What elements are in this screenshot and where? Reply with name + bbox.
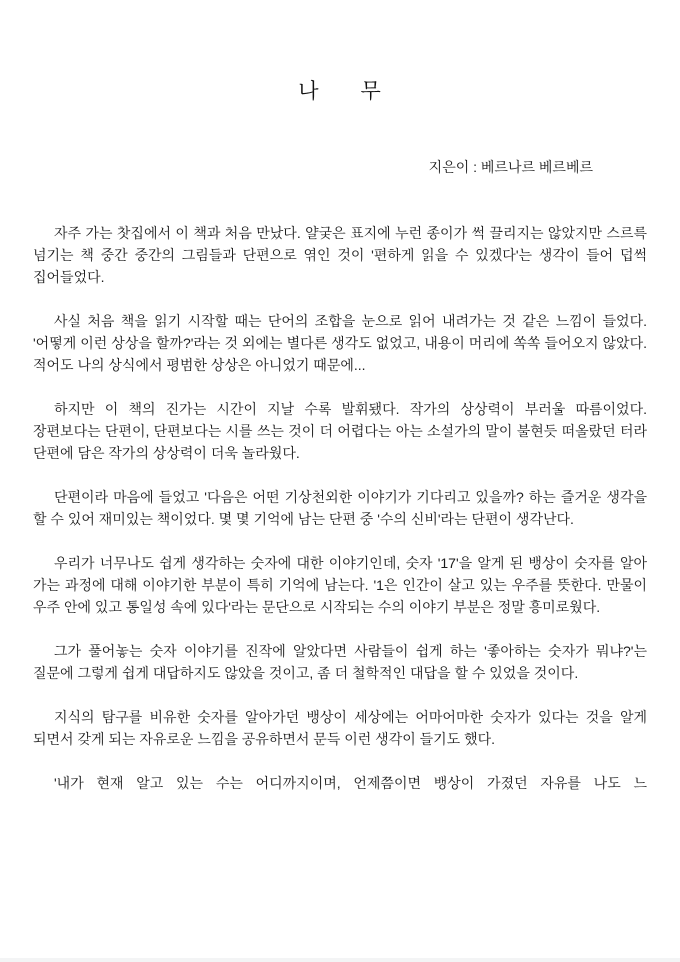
paragraph-2: 사실 처음 책을 읽기 시작할 때는 단어의 조합을 눈으로 읽어 내려가는 것 같은 느낌이 들었다. '어떻게 이런 상상을 할까?'라는 것 외에는 별다른 생각도 없었고, 내용이 머리에 쏙쏙 들어오지 않았다. 적어도 나의 상식에서 평범한 상상은 아니었기 때문에...	[33, 313, 647, 373]
paragraph-6: 그가 풀어놓는 숫자 이야기를 진작에 알았다면 사람들이 쉽게 하는 '좋아하는 숫자가 뭐냐?'는 질문에 그렇게 쉽게 대답하지도 않았을 것이고, 좀 더 철학적인 대답을 할 수 있었을 것이다.	[33, 643, 647, 681]
document-body	[33, 222, 647, 794]
paragraph-1: 자주 가는 찻집에서 이 책과 처음 만났다. 얄궂은 표지에 누런 종이가 썩 끌리지는 않았지만 스르륵 넘기는 책 중간 중간의 그림들과 단편으로 엮인 것이 '편하게 읽을 수 있겠다'는 생각이 들어 덥썩 집어들었다.	[33, 225, 647, 285]
paragraph-8-cutoff: '내가 현재 알고 있는 수는 어디까지이며, 언제쯤이면 뱅상이 가졌던 자유를 나도 느	[54, 775, 647, 791]
paragraph-3: 하지만 이 책의 진가는 시간이 지날 수록 발휘됐다. 작가의 상상력이 부러울 따름이었다. 장편보다는 단편이, 단편보다는 시를 쓰는 것이 더 어렵다는 아는 소설가의 말이 불현듯 떠올랐던 터라 단편에 담은 작가의 상상력이 더욱 놀라웠다.	[33, 401, 647, 461]
paragraph-7: 지식의 탐구를 비유한 숫자를 알아가던 뱅상이 세상에는 어마어마한 숫자가 있다는 것을 알게 되면서 갖게 되는 자유로운 느낌을 공유하면서 문득 이런 생각이 들기도 했다.	[33, 709, 647, 747]
document-title: 나 무	[298, 80, 382, 103]
paragraph-5: 우리가 너무나도 쉽게 생각하는 숫자에 대한 이야기인데, 숫자 '17'을 알게 된 뱅상이 숫자를 알아 가는 과정에 대해 이야기한 부분이 특히 기억에 남는다. '1은 인간이 살고 있는 우주를 뜻한다. 만물이 우주 안에 있고 통일성 속에 있다'라는 문단으로 시작되는 수의 이야기 부분은 정말 흥미로웠다.	[33, 555, 647, 615]
page-bottom-edge	[0, 958, 680, 962]
paragraph-4: 단편이라 마음에 들었고 '다음은 어떤 기상천외한 이야기가 기다리고 있을까? 하는 즐거운 생각을 할 수 있어 재미있는 책이었다. 몇 몇 기억에 남는 단편 중 '수의 신비'라는 단편이 생각난다.	[33, 489, 647, 527]
author-line: 지은이 : 베르나르 베르베르	[428, 159, 593, 175]
